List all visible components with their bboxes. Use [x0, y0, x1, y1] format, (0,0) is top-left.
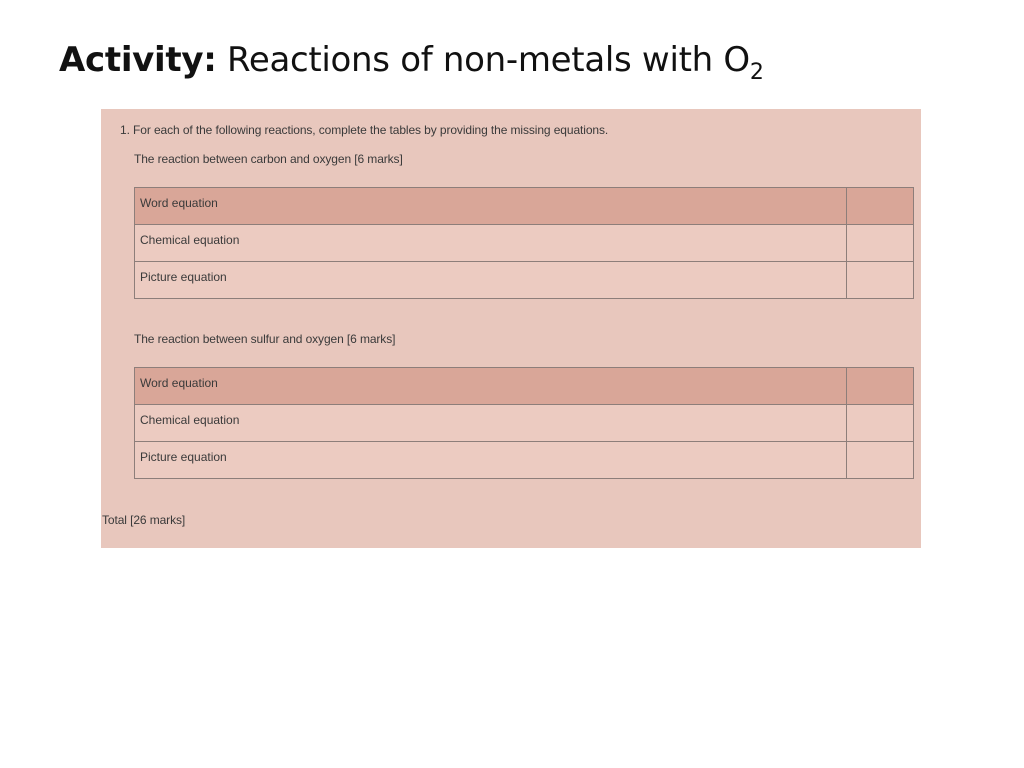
- row-label: Picture equation: [135, 442, 847, 479]
- table-row: [135, 188, 914, 225]
- answer-cell: [847, 188, 914, 225]
- answer-cell: [847, 225, 914, 262]
- worksheet-instruction: 1. For each of the following reactions, complete the tables by providing the missing equations.: [120, 123, 609, 137]
- row-label: Picture equation: [135, 262, 847, 299]
- table-row: [135, 262, 914, 299]
- row-label: Chemical equation: [135, 405, 847, 442]
- answer-cell: [847, 368, 914, 405]
- answer-cell: [847, 262, 914, 299]
- slide-title-text: Reactions of non-metals with O: [216, 40, 750, 80]
- table-row: [135, 225, 914, 262]
- answer-cell: [847, 442, 914, 479]
- sulfur-equation-table: [134, 367, 914, 479]
- row-label: Word equation: [135, 368, 847, 405]
- carbon-equation-table: [134, 187, 914, 299]
- table-row: [135, 368, 914, 405]
- row-label: Word equation: [135, 188, 847, 225]
- section-heading-carbon: The reaction between carbon and oxygen [6 marks]: [134, 152, 403, 166]
- slide-title-bold: Activity:: [59, 40, 217, 80]
- slide-title: [59, 40, 764, 85]
- worksheet-image: [101, 109, 921, 548]
- section-heading-sulfur: The reaction between sulfur and oxygen [6 marks]: [134, 332, 396, 346]
- answer-cell: [847, 405, 914, 442]
- total-marks: Total [26 marks]: [102, 513, 186, 527]
- slide-title-subscript: 2: [749, 60, 764, 85]
- table-row: [135, 405, 914, 442]
- table-row: [135, 442, 914, 479]
- row-label: Chemical equation: [135, 225, 847, 262]
